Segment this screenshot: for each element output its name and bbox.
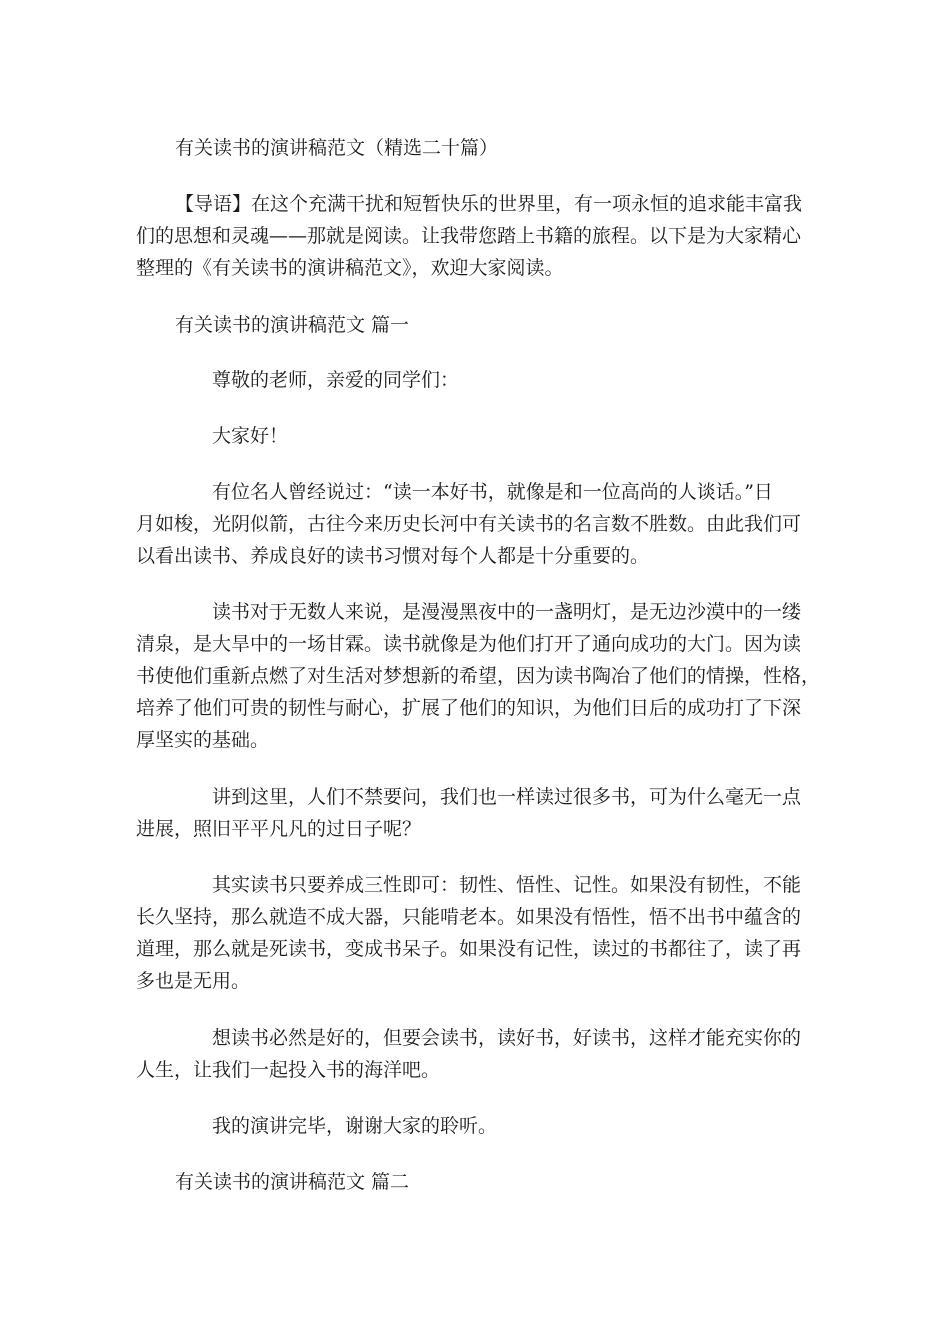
paragraph-3-line: 进展，照旧平平凡凡的过日子呢？ <box>136 818 422 840</box>
document-title: 有关读书的演讲稿范文（精选二十篇） <box>175 137 499 159</box>
paragraph-4-line: 道理，那么就是死读书，变成书呆子。如果没有记性，读过的书都往了，读了再 <box>136 938 802 960</box>
paragraph-2-line: 清泉，是大旱中的一场甘霖。读书就像是为他们打开了通向成功的大门。因为读 <box>136 633 802 655</box>
greeting: 大家好！ <box>212 425 289 447</box>
paragraph-1-line: 有位名人曾经说过：“读一本好书，就像是和一位高尚的人谈话。”日 <box>212 481 773 503</box>
paragraph-4-line: 多也是无用。 <box>136 970 251 992</box>
section-heading-2: 有关读书的演讲稿范文 篇二 <box>175 1171 410 1193</box>
paragraph-5-line: 想读书必然是好的，但要会读书，读好书，好读书，这样才能充实你的 <box>212 1027 802 1049</box>
salutation: 尊敬的老师，亲爱的同学们： <box>212 369 460 391</box>
paragraph-2-line: 读书对于无数人来说，是漫漫黑夜中的一盏明灯，是无边沙漠中的一缕 <box>212 601 802 623</box>
intro-line: 们的思想和灵魂——那就是阅读。让我带您踏上书籍的旅程。以下是为大家精心 <box>136 225 802 247</box>
paragraph-1-line: 以看出读书、养成良好的读书习惯对每个人都是十分重要的。 <box>136 545 650 567</box>
paragraph-2-line: 厚坚实的基础。 <box>136 729 270 751</box>
paragraph-4-line: 长久坚持，那么就造不成大器，只能啃老本。如果没有悟性，悟不出书中蕴含的 <box>136 906 802 928</box>
closing: 我的演讲完毕，谢谢大家的聆听。 <box>212 1115 498 1137</box>
intro-line: 【导语】在这个充满干扰和短暂快乐的世界里，有一项永恒的追求能丰富我 <box>175 193 803 215</box>
paragraph-2-line: 培养了他们可贵的韧性与耐心，扩展了他们的知识，为他们日后的成功打了下深 <box>136 697 802 719</box>
section-heading-1: 有关读书的演讲稿范文 篇一 <box>175 314 410 336</box>
paragraph-4-line: 其实读书只要养成三性即可：韧性、悟性、记性。如果没有韧性，不能 <box>212 874 802 896</box>
paragraph-1-line: 月如梭，光阴似箭，古往今来历史长河中有关读书的名言数不胜数。由此我们可 <box>136 513 802 535</box>
paragraph-5-line: 人生，让我们一起投入书的海洋吧。 <box>136 1059 441 1081</box>
intro-line: 整理的《有关读书的演讲稿范文》，欢迎大家阅读。 <box>136 257 564 279</box>
paragraph-3-line: 讲到这里，人们不禁要问，我们也一样读过很多书，可为什么毫无一点 <box>212 786 802 808</box>
paragraph-2-line: 书使他们重新点燃了对生活对梦想新的希望，因为读书陶冶了他们的情操，性格， <box>136 665 821 687</box>
